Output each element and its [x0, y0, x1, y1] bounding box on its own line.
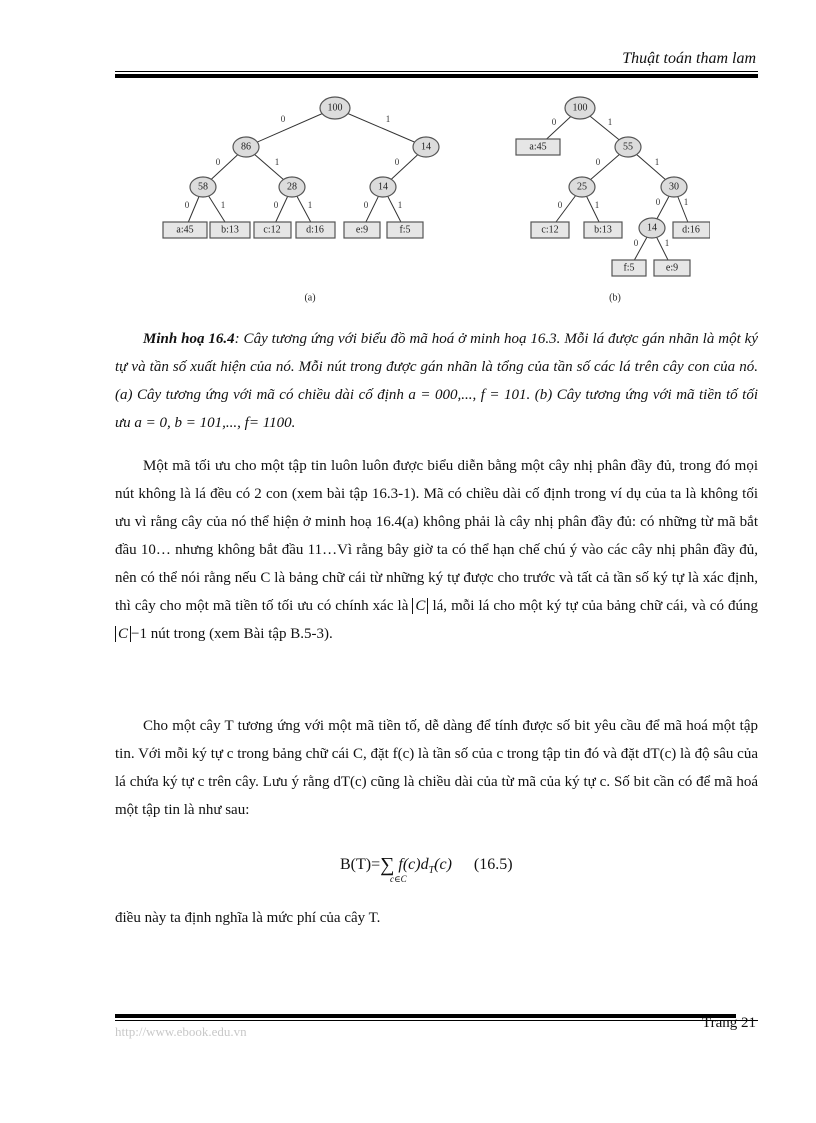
header-rule-thick	[115, 74, 758, 78]
edge-label: 1	[385, 114, 391, 124]
svg-text:b:13: b:13	[594, 224, 612, 236]
edge-label: 1	[594, 200, 600, 210]
tree-b-leaf	[531, 222, 569, 238]
svg-text:100: 100	[572, 102, 588, 114]
tree-a-leaf	[163, 222, 207, 238]
svg-text:100: 100	[327, 102, 343, 114]
tree-a-label: (a)	[304, 292, 316, 304]
tree-figure-svg	[150, 90, 710, 310]
edge-label: 1	[607, 117, 613, 127]
edge-label: 0	[184, 200, 190, 210]
tree-b-leaf	[654, 260, 690, 276]
edge-label: 0	[551, 117, 557, 127]
sum-subscript: c∈C	[390, 874, 407, 884]
tree-b-node	[639, 218, 665, 238]
tree-b-node	[661, 177, 687, 197]
formula-expr-tail: (c)	[434, 856, 452, 873]
edge-label: 1	[220, 200, 226, 210]
edge-label: 0	[273, 200, 279, 210]
svg-text:d:16: d:16	[682, 224, 700, 236]
set-cardinality: C	[115, 626, 131, 642]
svg-text:14: 14	[421, 141, 431, 153]
equation-number: (16.5)	[473, 856, 513, 873]
tree-a-leaf	[254, 222, 291, 238]
svg-text:c:12: c:12	[541, 224, 559, 236]
edge-label: 0	[280, 114, 286, 124]
paragraph-text: nút trong (xem Bài tập B.5-3).	[146, 626, 333, 642]
tree-b-node	[565, 97, 595, 119]
edge-label: 1	[307, 200, 313, 210]
edge-label: 1	[397, 200, 403, 210]
footer-url: http://www.ebook.edu.vn	[115, 1024, 247, 1039]
tree-a-node	[320, 97, 350, 119]
tree-a-node	[190, 177, 216, 197]
svg-text:a:45: a:45	[176, 224, 194, 236]
tree-a-node	[279, 177, 305, 197]
caption-number: Minh hoạ 16.4	[143, 331, 235, 347]
svg-text:d:16: d:16	[306, 224, 324, 236]
tree-a-leaf	[344, 222, 380, 238]
tree-b-label: (b)	[609, 292, 621, 304]
tree-b-leaf	[673, 222, 710, 238]
paragraph	[115, 452, 758, 648]
tree-a-leaf	[210, 222, 250, 238]
svg-text:c:12: c:12	[263, 224, 281, 236]
tree-a-node	[233, 137, 259, 157]
edge-label: 0	[394, 157, 400, 167]
paragraph: điều này ta định nghĩa là mức phí của cây T.	[115, 910, 381, 926]
svg-text:55: 55	[623, 141, 633, 153]
caption-text: : Cây tương ứng với biểu đồ mã hoá ở minh hoạ 16.3. Mỗi lá được gán nhãn là một ký tự và tần số xuất hiện của nó. Mỗi nút trong được gán nhãn là tổng của tần số các lá trên cây con của nó. (a) Cây tương ứng với mã có chiều dài cố định a = 000,..., f = 101. (b) Cây tương ứng với mã tiền tố tối ưu a = 0, b = 101,..., f= 1100.	[115, 331, 758, 431]
edge-label: 0	[557, 200, 563, 210]
tree-b-leaf	[516, 139, 560, 155]
paragraph: Cho một cây T tương ứng với một mã tiền tố, dễ dàng để tính được số bit yêu cầu để mã hoá một tập tin. Với mỗi ký tự c trong bảng chữ cái C, đặt f(c) là tần số của c trong tập tin đó và đặt dT(c) là độ sâu của lá chứa ký tự c trên cây. Lưu ý rằng dT(c) cũng là chiều dài của từ mã của ký tự c. Số bit cần có để mã hoá một tập tin là như sau:	[115, 718, 758, 818]
footer-rule-thick	[115, 1014, 736, 1018]
svg-text:58: 58	[198, 181, 208, 193]
svg-text:14: 14	[647, 222, 657, 234]
edge-label: 1	[664, 238, 670, 248]
svg-text:86: 86	[241, 141, 251, 153]
tree-b-leaf	[612, 260, 646, 276]
edge-label: 0	[363, 200, 369, 210]
edge-label: 1	[274, 157, 280, 167]
svg-text:b:13: b:13	[221, 224, 239, 236]
svg-text:a:45: a:45	[529, 141, 547, 153]
header-rule	[115, 71, 758, 72]
formula-lhs: B(T)=	[340, 856, 381, 873]
edge-label: 0	[595, 157, 601, 167]
formula	[340, 852, 513, 884]
edge-label: 0	[633, 238, 639, 248]
tree-a-node	[370, 177, 396, 197]
tree-a-leaf	[387, 222, 423, 238]
svg-text:14: 14	[378, 181, 388, 193]
edge-label: 1	[683, 197, 689, 207]
tree-a-edges	[185, 108, 426, 230]
paragraph-text: lá, mỗi lá cho một ký tự của bảng chữ cái, và có đúng	[428, 598, 758, 614]
edge-label: 1	[654, 157, 660, 167]
header-title: Thuật toán tham lam	[622, 50, 756, 67]
sum-symbol: ∑	[380, 854, 395, 876]
svg-text:f:5: f:5	[399, 224, 411, 236]
svg-text:28: 28	[287, 181, 297, 193]
svg-text:f:5: f:5	[623, 262, 635, 274]
svg-text:25: 25	[577, 181, 587, 193]
edge-label: 0	[215, 157, 221, 167]
svg-text:e:9: e:9	[355, 224, 369, 236]
tree-a-node	[413, 137, 439, 157]
page-number: Trang 21	[701, 1015, 756, 1031]
tree-b-node	[615, 137, 641, 157]
tree-b-leaf	[584, 222, 622, 238]
formula-expr: f(c)d	[398, 856, 429, 873]
svg-text:e:9: e:9	[665, 262, 679, 274]
figure-trees	[150, 90, 710, 310]
tree-a-leaf	[296, 222, 335, 238]
formula-expr-sub: T	[428, 865, 435, 877]
set-cardinality: C	[412, 598, 428, 614]
edge-label: 0	[655, 197, 661, 207]
tree-b-node	[569, 177, 595, 197]
svg-text:30: 30	[669, 181, 679, 193]
footer-rule	[115, 1020, 758, 1021]
minus-one: −1	[131, 626, 147, 642]
figure-caption	[115, 325, 758, 437]
paragraph-text: Một mã tối ưu cho một tập tin luôn luôn được biểu diễn bằng một cây nhị phân đầy đủ, trong đó mọi nút không là lá đều có 2 con (xem bài tập 16.3-1). Mã có chiều dài cố định trong ví dụ của ta là không tối ưu vì rằng cây của nó thể hiện ở minh hoạ 16.4(a) không phải là cây nhị phân đầy đủ: có những từ mã bắt đầu 10… nhưng không bắt đầu 11…Vì rằng bây giờ ta có thể hạn chế chú ý vào các cây nhị phân đầy đủ, nên có thể nói rằng nếu C là bảng chữ cái từ những ký tự được cho trước và tất cả tần số ký tự là xác định, thì cây cho một mã tiền tố tối ưu có chính xác là	[115, 458, 758, 614]
